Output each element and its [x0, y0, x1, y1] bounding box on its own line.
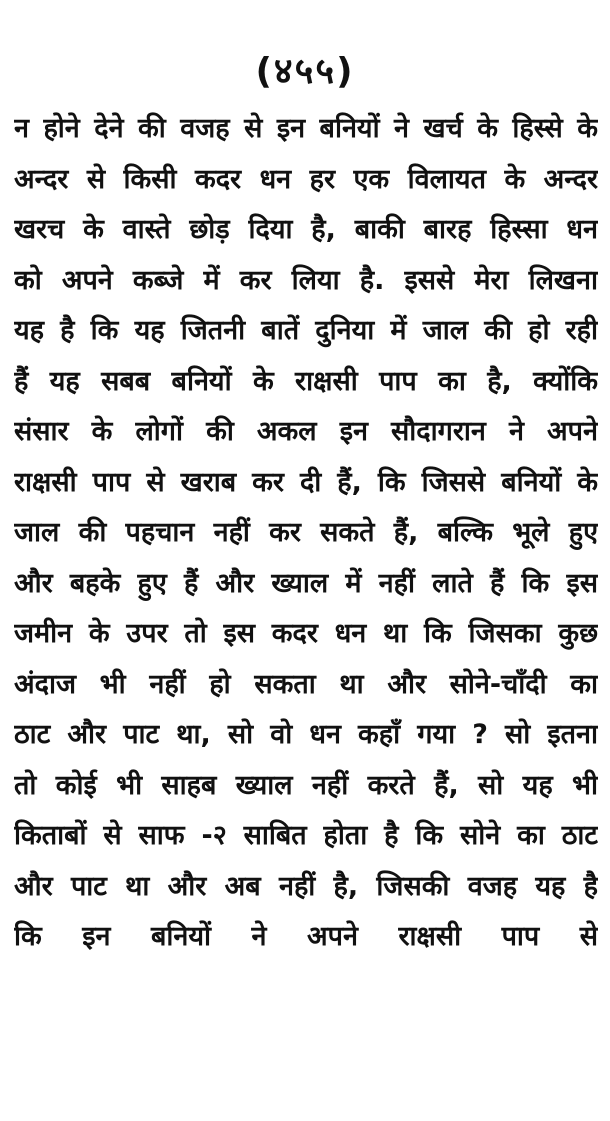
- page-number: (४५५): [255, 51, 355, 92]
- text-line: न होने देने की वजह से इन बनियों ने खर्च के हिस्से के: [14, 113, 598, 144]
- text-line: जाल की पहचान नहीं कर सकते हैं, बल्कि भूले हुए: [14, 517, 598, 548]
- text-line: हैं यह सबब बनियों के राक्षसी पाप का है, क्योंकि: [14, 365, 598, 397]
- text-line: संसार के लोगों की अकल इन सौदागरान ने अपने: [14, 416, 598, 447]
- text-line: अन्दर से किसी कदर धन हर एक विलायत के अन्दर: [14, 163, 598, 195]
- text-line: जमीन के उपर तो इस कदर धन था कि जिसका कुछ: [14, 618, 598, 649]
- text-line: और बहके हुए हैं और ख्याल में नहीं लाते हैं कि इस: [14, 567, 598, 599]
- text-line: ठाट और पाट था, सो वो धन कहाँ गया ? सो इतना: [14, 719, 598, 750]
- text-line: तो कोई भी साहब ख्याल नहीं करते हैं, सो यह भी: [14, 769, 598, 801]
- text-line: खरच के वास्ते छोड़ दिया है, बाकी बारह हिस्सा धन: [14, 214, 598, 245]
- text-line: यह है कि यह जितनी बातें दुनिया में जाल की हो रही: [14, 315, 598, 346]
- text-line: किताबों से साफ -२ साबित होता है कि सोने का ठाट: [14, 820, 598, 851]
- text-line: अंदाज भी नहीं हो सकता था और सोने-चाँदी का: [14, 668, 598, 700]
- text-line: को अपने कब्जे में कर लिया है. इससे मेरा लिखना: [14, 264, 598, 296]
- body-text: [14, 104, 598, 963]
- text-line: कि इन बनियों ने अपने राक्षसी पाप से: [14, 921, 598, 952]
- text-line: राक्षसी पाप से खराब कर दी हैं, कि जिससे बनियों के: [14, 466, 598, 498]
- text-line: और पाट था और अब नहीं है, जिसकी वजह यह है: [14, 870, 598, 902]
